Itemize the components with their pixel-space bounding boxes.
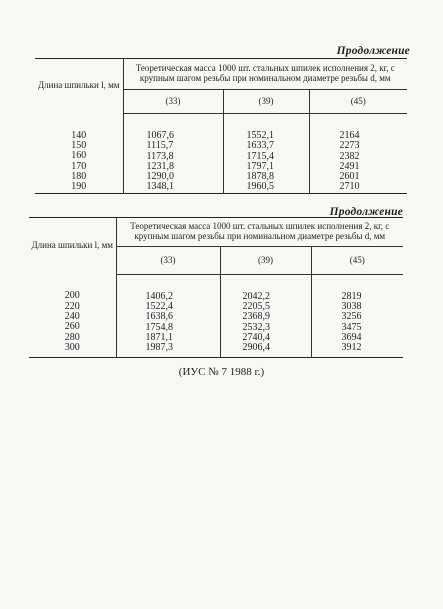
col-header-39: (39)	[223, 90, 309, 114]
mass-value: 2601	[339, 171, 360, 183]
length-value: 280	[64, 331, 80, 343]
mass-value: 1522,4	[145, 300, 173, 312]
mass-value: 1987,3	[145, 342, 173, 354]
mass-value: 1638,6	[145, 311, 173, 323]
mass-value: 2164	[339, 130, 360, 141]
mass-column-39	[220, 275, 311, 358]
length-column	[29, 275, 116, 358]
mass-column-33	[123, 114, 223, 194]
mass-value: 2532,3	[242, 321, 270, 333]
mass-value: 1633,7	[246, 140, 274, 152]
mass-value: 1797,1	[246, 160, 274, 172]
mass-value: 1348,1	[146, 181, 174, 193]
length-header: Длина шпильки l, мм	[29, 218, 116, 275]
col-header-45: (45)	[309, 90, 407, 114]
mass-column-39	[223, 114, 309, 194]
mass-value: 1173,8	[146, 150, 174, 162]
mass-table-1	[35, 58, 407, 194]
mass-header: Теоретическая масса 1000 шт. стальных шпилек исполнения 2, кг, с крупным шагом резьбы при номинальном диаметре резьбы d, мм	[123, 59, 407, 90]
mass-value: 1871,1	[145, 331, 173, 343]
mass-value: 3038	[341, 300, 362, 312]
length-value: 140	[71, 129, 87, 141]
mass-value: 1754,8	[145, 321, 173, 333]
col-header-45: (45)	[311, 247, 403, 275]
mass-value: 2382	[339, 150, 360, 162]
mass-value: 1960,5	[246, 181, 274, 193]
length-value: 300	[64, 341, 80, 353]
mass-value: 2906,4	[242, 342, 270, 354]
length-value: 180	[71, 170, 87, 182]
length-column	[35, 114, 123, 194]
mass-value: 2273	[339, 140, 360, 152]
col-header-39: (39)	[220, 247, 311, 275]
length-value: 260	[64, 321, 80, 333]
continuation-label: Продолжение	[329, 206, 403, 218]
mass-header: Теоретическая масса 1000 шт. стальных шпилек исполнения 2, кг, с крупным шагом резьбы при номинальном диаметре резьбы d, мм	[116, 218, 403, 247]
mass-value: 3256	[341, 311, 362, 323]
length-value: 150	[71, 140, 87, 152]
length-value: 160	[71, 150, 87, 162]
mass-value: 2491	[339, 160, 360, 172]
mass-value: 2740,4	[242, 331, 270, 343]
length-header: Длина шпильки l, мм	[35, 59, 123, 114]
length-value: 200	[64, 290, 80, 302]
mass-value: 1715,4	[246, 150, 274, 162]
ius-footnote: (ИУС № 7 1988 г.)	[178, 366, 265, 378]
mass-column-33	[116, 275, 220, 358]
mass-value: 2205,5	[242, 300, 270, 312]
mass-value: 1115,7	[146, 140, 174, 152]
length-value: 240	[64, 310, 80, 322]
length-value: 170	[71, 160, 87, 172]
mass-value: 2368,9	[242, 311, 270, 323]
mass-value: 3475	[341, 321, 362, 333]
mass-value: 2710	[339, 181, 360, 193]
mass-value: 1290,0	[146, 171, 174, 183]
col-header-33: (33)	[116, 247, 220, 275]
mass-value: 2819	[341, 290, 362, 302]
mass-value: 1231,8	[146, 160, 174, 172]
mass-value: 1067,6	[146, 130, 174, 141]
mass-value: 1878,8	[246, 171, 274, 183]
length-value: 190	[71, 181, 87, 193]
continuation-label: Продолжение	[336, 45, 410, 57]
mass-column-45	[311, 275, 403, 358]
mass-value: 3912	[341, 342, 362, 354]
mass-value: 3694	[341, 331, 362, 343]
mass-value: 1552,1	[246, 130, 274, 141]
col-header-33: (33)	[123, 90, 223, 114]
length-value: 220	[64, 300, 80, 312]
mass-table-2	[29, 217, 403, 358]
mass-value: 1406,2	[145, 290, 173, 302]
mass-value: 2042,2	[242, 290, 270, 302]
mass-column-45	[309, 114, 407, 194]
